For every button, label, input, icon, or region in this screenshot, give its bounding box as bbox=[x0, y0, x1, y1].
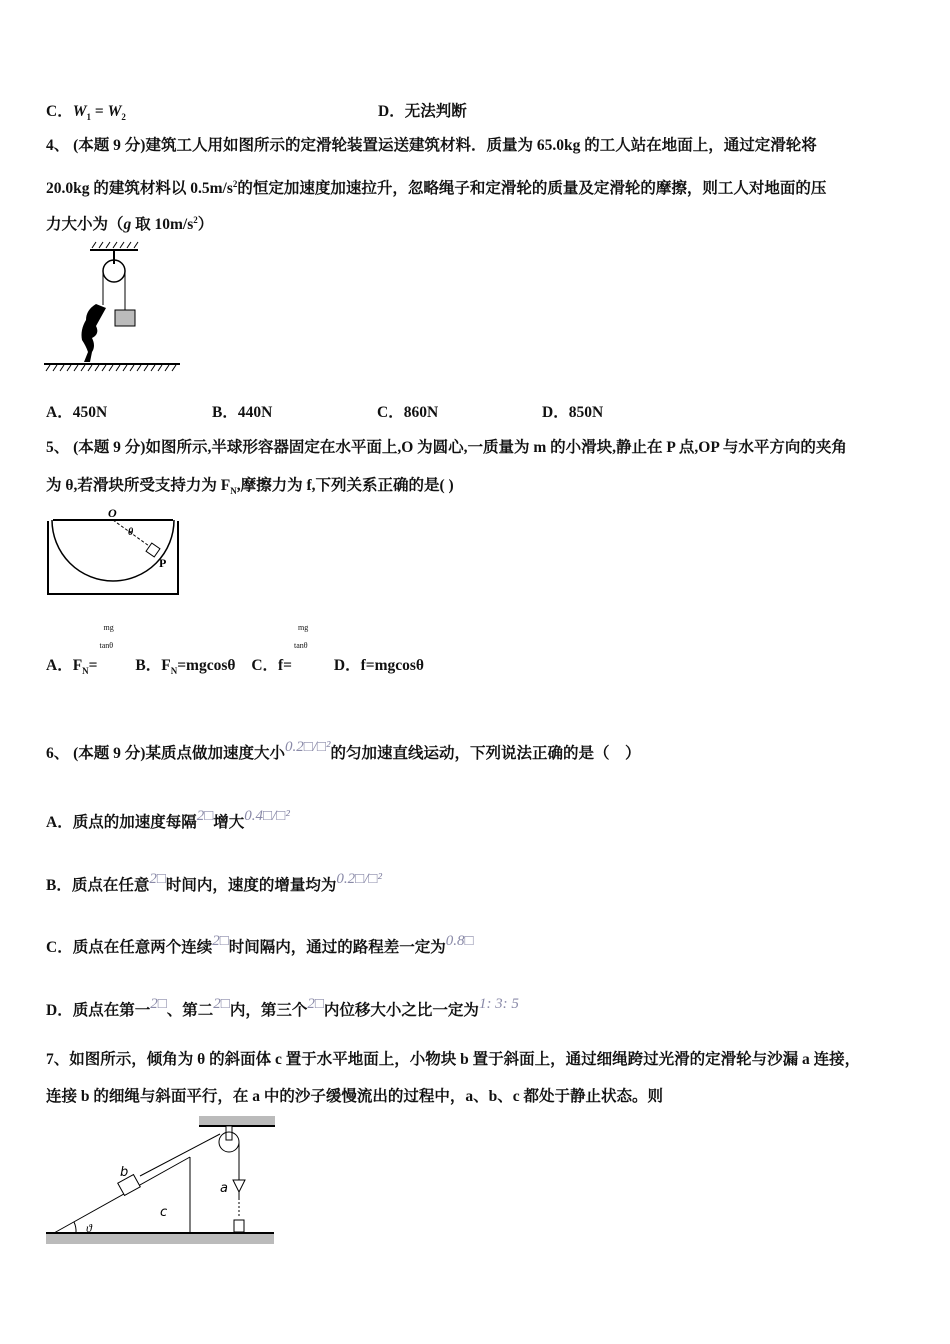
formula: 2□ bbox=[212, 933, 229, 949]
t: 的恒定加速度加速拉升，忽略绳子和定滑轮的质量及定滑轮的摩擦，则工人对地面的压 bbox=[237, 180, 827, 198]
q6-option-d[interactable] bbox=[46, 996, 519, 1021]
label-b: b bbox=[120, 1165, 129, 1180]
t: 20.0kg 的建筑材料以 0.5m/s bbox=[46, 180, 233, 198]
t: 取 10m/s bbox=[131, 216, 194, 234]
formula: 2□ bbox=[149, 871, 166, 887]
sub: 1 bbox=[86, 112, 91, 123]
q4-stem-line3 bbox=[46, 210, 213, 235]
t: 时间隔内，通过的路程差一定为 bbox=[228, 939, 446, 956]
formula: 0.2□/□² bbox=[284, 739, 331, 755]
q5-option-d[interactable]: D．f=mgcosθ bbox=[333, 657, 425, 674]
t: 内，第三个 bbox=[229, 1002, 308, 1019]
fraction bbox=[98, 623, 126, 670]
t: C．f= bbox=[251, 657, 293, 674]
q4-option-d[interactable]: D．850N bbox=[542, 404, 604, 421]
t: C．质点在任意两个连续 bbox=[46, 939, 213, 956]
formula: 2□ bbox=[213, 996, 230, 1012]
w: W bbox=[72, 103, 87, 120]
q5-stem-line1: 5、 (本题 9 分)如图所示,半球形容器固定在水平面上,O 为圆心,一质量为 m 的小滑块,静止在 P 点,OP 与水平方向的夹角 bbox=[46, 439, 847, 456]
q4-stem-line2 bbox=[46, 174, 826, 199]
pulley-worker-figure bbox=[44, 240, 184, 372]
formula: 2□ bbox=[307, 996, 324, 1012]
den: tanθ bbox=[294, 641, 308, 650]
num: mg bbox=[298, 623, 309, 632]
q7-stem-line2: 连接 b 的细绳与斜面平行，在 a 中的沙子缓慢流出的过程中，a、b、c 都处于静止状态。则 bbox=[46, 1088, 663, 1105]
den: tanθ bbox=[99, 641, 114, 650]
t: ） bbox=[197, 216, 214, 234]
formula: 0.4□/□² bbox=[244, 808, 290, 824]
q5-option-c[interactable] bbox=[251, 623, 320, 674]
sub: N bbox=[82, 666, 89, 677]
q7-stem-line1: 7、如图所示，倾角为 θ 的斜面体 c 置于水平地面上，小物块 b 置于斜面上，通过细绳跨过光滑的定滑轮与沙漏 a 连接， bbox=[46, 1051, 861, 1068]
t: 内位移大小之比一定为 bbox=[323, 1002, 479, 1019]
q3-option-c[interactable] bbox=[46, 102, 126, 127]
t: ,摩擦力为 f,下列关系正确的是( ) bbox=[236, 477, 454, 494]
q4-option-a[interactable]: A．450N bbox=[46, 404, 108, 421]
t: 时间内，速度的增量均为 bbox=[165, 877, 337, 894]
q6-option-a[interactable] bbox=[46, 808, 290, 833]
formula: 0.8□ bbox=[445, 933, 474, 949]
t: A．F bbox=[46, 657, 83, 674]
t: =mgcosθ bbox=[177, 657, 236, 674]
q6-option-b[interactable] bbox=[46, 871, 382, 896]
q5-option-b[interactable] bbox=[135, 657, 236, 677]
incline-pulley-figure bbox=[44, 1116, 276, 1248]
label-theta: ϑ bbox=[86, 1221, 92, 1235]
label-o: O bbox=[108, 506, 117, 520]
t: D．质点在第一 bbox=[46, 1002, 151, 1019]
eq: = bbox=[91, 103, 108, 120]
t: A．质点的加速度每隔 bbox=[46, 814, 197, 831]
label-p: P bbox=[159, 556, 167, 570]
fraction bbox=[292, 623, 320, 670]
t: 的匀加速直线运动，下列说法正确的是（ ） bbox=[330, 745, 641, 762]
sub: 2 bbox=[121, 112, 126, 123]
hemisphere-figure bbox=[44, 505, 184, 597]
q6-stem bbox=[46, 739, 641, 764]
t: 力大小为（ bbox=[46, 216, 124, 234]
sup: 2 bbox=[232, 179, 238, 189]
label-theta: θ bbox=[128, 527, 134, 538]
formula: 2□ bbox=[150, 996, 167, 1012]
sub: N bbox=[170, 666, 178, 677]
t: B．F bbox=[135, 657, 171, 674]
formula: 2□ bbox=[196, 808, 214, 824]
g: g bbox=[123, 216, 132, 234]
q5-options bbox=[46, 623, 425, 681]
w: W bbox=[107, 103, 122, 120]
t: 为 θ,若滑块所受支持力为 F bbox=[46, 477, 231, 494]
label-a: a bbox=[220, 1181, 228, 1196]
sub: N bbox=[230, 486, 237, 497]
q6-option-c[interactable] bbox=[46, 933, 474, 958]
q3-option-d[interactable]: D．无法判断 bbox=[378, 103, 467, 120]
sup: 2 bbox=[193, 215, 198, 225]
t: 、第二 bbox=[166, 1002, 214, 1019]
num: mg bbox=[103, 623, 114, 632]
label-c: c bbox=[160, 1205, 168, 1220]
t: 6、 (本题 9 分)某质点做加速度大小 bbox=[46, 745, 285, 762]
q4-stem-line1: 4、 (本题 9 分)建筑工人用如图所示的定滑轮装置运送建筑材料．质量为 65.0kg 的工人站在地面上，通过定滑轮将 bbox=[46, 137, 817, 154]
q4-option-b[interactable]: B．440N bbox=[212, 404, 273, 421]
q5-stem-line2 bbox=[46, 476, 454, 501]
t: 增大 bbox=[213, 814, 245, 831]
formula: 0.2□/□² bbox=[336, 871, 382, 887]
formula: 1: 3: 5 bbox=[478, 996, 519, 1012]
label: C． bbox=[46, 103, 73, 120]
t: = bbox=[88, 657, 98, 674]
t: B．质点在任意 bbox=[46, 877, 150, 894]
q5-option-a[interactable] bbox=[46, 623, 126, 677]
q4-option-c[interactable]: C．860N bbox=[377, 404, 439, 421]
